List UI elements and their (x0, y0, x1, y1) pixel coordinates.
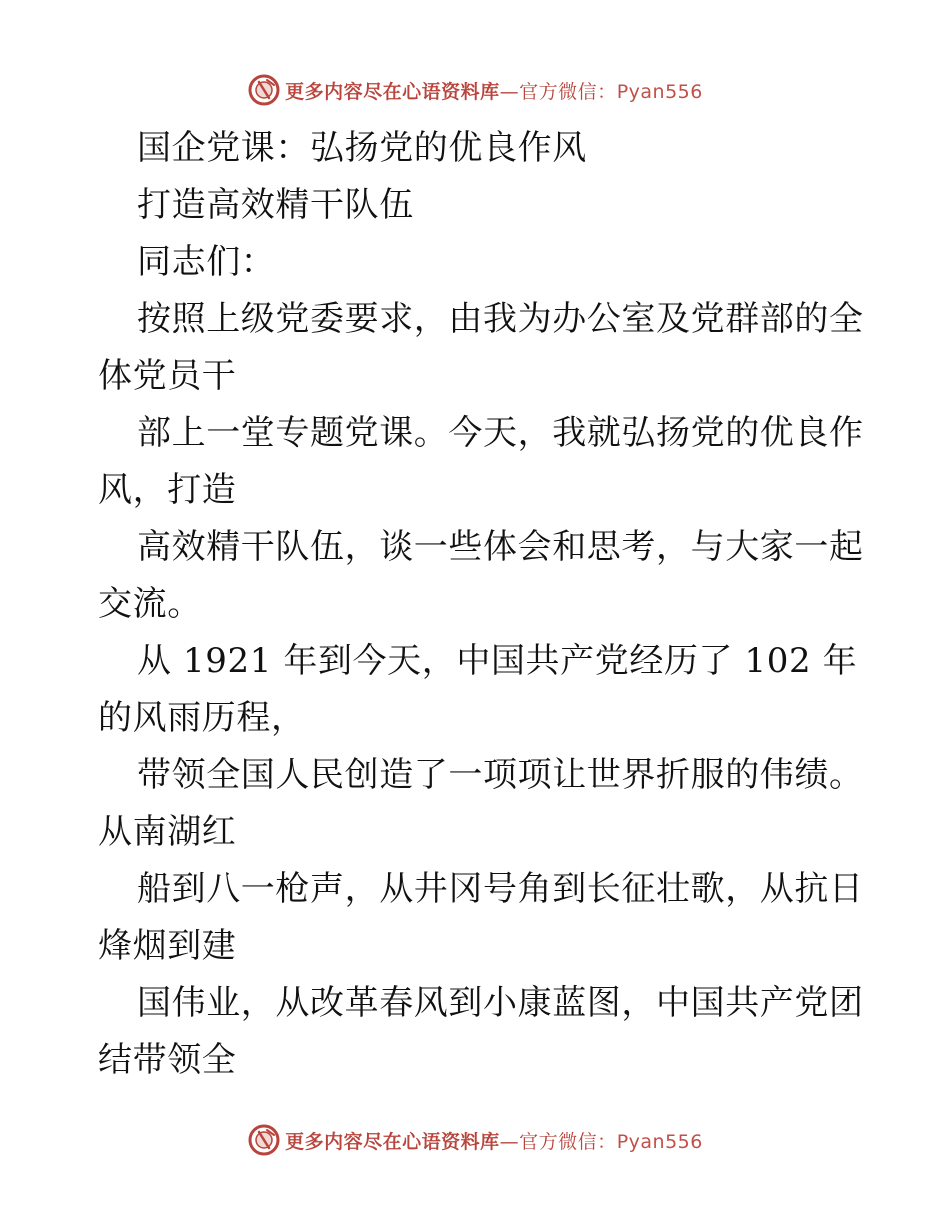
paragraph-line: 国伟业，从改革春风到小康蓝图，中国共产党团 (137, 983, 864, 1023)
brand-logo-icon (247, 73, 281, 107)
paragraph-line: 交流。 (98, 584, 202, 624)
paragraph-line: 从南湖红 (98, 812, 237, 852)
paragraph-line: 的风雨历程， (98, 698, 306, 738)
brand-logo-icon (247, 1123, 281, 1157)
document-body (98, 120, 864, 1089)
watermark-main-text: 更多内容尽在心语资料库 (285, 80, 500, 103)
paragraph-line: 结带领全 (98, 1040, 237, 1080)
salutation-line: 同志们： (137, 242, 276, 282)
paragraph-line: 按照上级党委要求，由我为办公室及党群部的全 (137, 299, 864, 339)
paragraph-line: 体党员干 (98, 356, 237, 396)
watermark-separator-text: —官方微信： (499, 1130, 617, 1153)
watermark-separator-text: —官方微信： (499, 80, 617, 103)
watermark-main-text: 更多内容尽在心语资料库 (285, 1130, 500, 1153)
watermark-wechat-id: Pyan556 (616, 80, 703, 103)
document-title-line-1: 国企党课：弘扬党的优良作风 (137, 128, 587, 168)
watermark-text (285, 77, 703, 104)
document-title-line-2: 打造高效精干队伍 (137, 185, 414, 225)
footer-watermark (0, 1120, 950, 1160)
paragraph-line: 带领全国人民创造了一项项让世界折服的伟绩。 (137, 755, 864, 795)
watermark-wechat-id: Pyan556 (616, 1130, 703, 1153)
header-watermark (0, 70, 950, 110)
paragraph-line: 从 1921 年到今天，中国共产党经历了 102 年 (137, 641, 858, 681)
paragraph-line: 高效精干队伍，谈一些体会和思考，与大家一起 (137, 527, 864, 567)
paragraph-line: 部上一堂专题党课。今天，我就弘扬党的优良作 (137, 413, 864, 453)
paragraph-line: 风，打造 (98, 470, 237, 510)
paragraph-line: 船到八一枪声，从井冈号角到长征壮歌，从抗日 (137, 869, 864, 909)
watermark-text (285, 1127, 703, 1154)
paragraph-line: 烽烟到建 (98, 926, 237, 966)
